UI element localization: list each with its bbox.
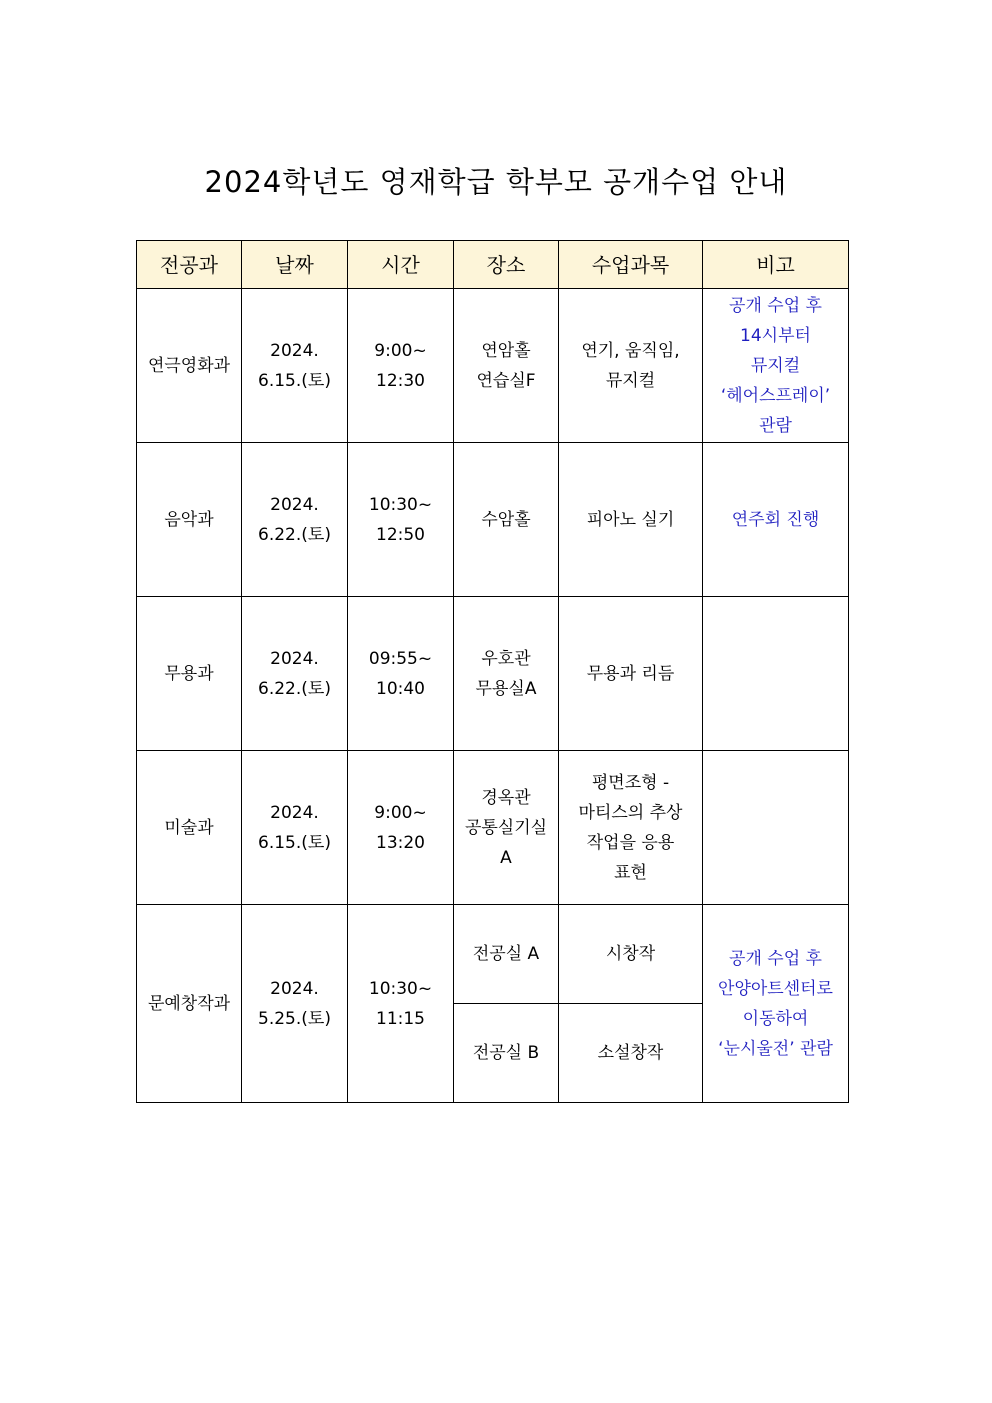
time-start: 09:55~ (368, 648, 433, 669)
date-year: 2024. (270, 648, 319, 669)
place-line: A (500, 847, 512, 868)
date-day: 6.15.(토) (258, 832, 331, 853)
date-year: 2024. (270, 978, 319, 999)
time-cell (348, 751, 454, 905)
note-line: 뮤지컬 (750, 355, 801, 376)
table-row (137, 597, 849, 751)
subject-line: 평면조형 - (591, 772, 670, 793)
schedule-table (136, 240, 849, 1103)
note-line: 관람 (759, 415, 792, 436)
dept-cell: 연극영화과 (137, 289, 242, 443)
dept-cell: 문예창작과 (137, 905, 242, 1103)
header-note: 비고 (703, 241, 849, 289)
time-cell (348, 289, 454, 443)
note-line: 연주회 진행 (731, 509, 820, 530)
time-start: 9:00~ (374, 802, 427, 823)
subject-line: 연기, 움직임, (581, 340, 680, 361)
table-row (137, 289, 849, 443)
place-line: 수암홀 (481, 509, 531, 530)
subject-line: 무용과 리듬 (586, 663, 675, 684)
dept-cell: 무용과 (137, 597, 242, 751)
note-line: 공개 수업 후 (729, 295, 822, 316)
place-cell: 전공실 A (454, 905, 559, 1004)
place-cell (454, 751, 559, 905)
note-line: ‘헤어스프레이’ (720, 385, 831, 406)
header-subject: 수업과목 (559, 241, 703, 289)
subject-cell (559, 597, 703, 751)
subject-line: 피아노 실기 (586, 509, 675, 530)
dept-cell: 음악과 (137, 443, 242, 597)
date-cell (242, 443, 348, 597)
date-year: 2024. (270, 340, 319, 361)
note-cell (703, 443, 849, 597)
time-start: 10:30~ (368, 978, 433, 999)
date-day: 6.15.(토) (258, 370, 331, 391)
note-line: 공개 수업 후 (729, 948, 822, 969)
header-dept: 전공과 (137, 241, 242, 289)
subject-cell: 소설창작 (559, 1004, 703, 1103)
time-end: 13:20 (376, 832, 425, 853)
place-cell (454, 289, 559, 443)
subject-cell: 시창작 (559, 905, 703, 1004)
place-line: 경옥관 (481, 787, 531, 808)
time-start: 10:30~ (368, 494, 433, 515)
time-end: 12:30 (376, 370, 425, 391)
note-line: 14시부터 (740, 325, 811, 346)
place-line: 우호관 (481, 648, 531, 669)
time-end: 12:50 (376, 524, 425, 545)
subject-line: 표현 (614, 862, 647, 883)
table-row (137, 751, 849, 905)
date-cell (242, 289, 348, 443)
note-line: 안양아트센터로 (718, 978, 833, 999)
page-title: 2024학년도 영재학급 학부모 공개수업 안내 (204, 165, 788, 199)
subject-line: 뮤지컬 (605, 370, 656, 391)
time-cell (348, 597, 454, 751)
date-day: 6.22.(토) (258, 678, 331, 699)
table-row (137, 905, 849, 1004)
header-date: 날짜 (242, 241, 348, 289)
date-cell (242, 751, 348, 905)
place-line: 연암홀 (481, 340, 531, 361)
note-cell (703, 597, 849, 751)
header-place: 장소 (454, 241, 559, 289)
subject-cell (559, 443, 703, 597)
note-line: 이동하여 (742, 1008, 809, 1029)
subject-line: 작업을 응용 (586, 832, 675, 853)
header-row (137, 241, 849, 289)
date-day: 5.25.(토) (258, 1008, 331, 1029)
time-cell (348, 905, 454, 1103)
time-cell (348, 443, 454, 597)
note-cell (703, 905, 849, 1103)
table-row (137, 443, 849, 597)
place-cell: 전공실 B (454, 1004, 559, 1103)
place-line: 연습실F (476, 370, 536, 391)
place-cell (454, 597, 559, 751)
date-cell (242, 597, 348, 751)
time-end: 11:15 (376, 1008, 425, 1029)
time-start: 9:00~ (374, 340, 427, 361)
date-cell (242, 905, 348, 1103)
date-year: 2024. (270, 802, 319, 823)
note-cell (703, 751, 849, 905)
place-cell (454, 443, 559, 597)
place-line: 무용실A (475, 678, 537, 699)
subject-cell (559, 751, 703, 905)
note-cell (703, 289, 849, 443)
subject-line: 마티스의 추상 (578, 802, 683, 823)
header-time: 시간 (348, 241, 454, 289)
place-line: 공통실기실 (464, 817, 548, 838)
time-end: 10:40 (376, 678, 425, 699)
subject-cell (559, 289, 703, 443)
note-line: ‘눈시울전’ 관람 (718, 1038, 833, 1059)
date-day: 6.22.(토) (258, 524, 331, 545)
date-year: 2024. (270, 494, 319, 515)
dept-cell: 미술과 (137, 751, 242, 905)
